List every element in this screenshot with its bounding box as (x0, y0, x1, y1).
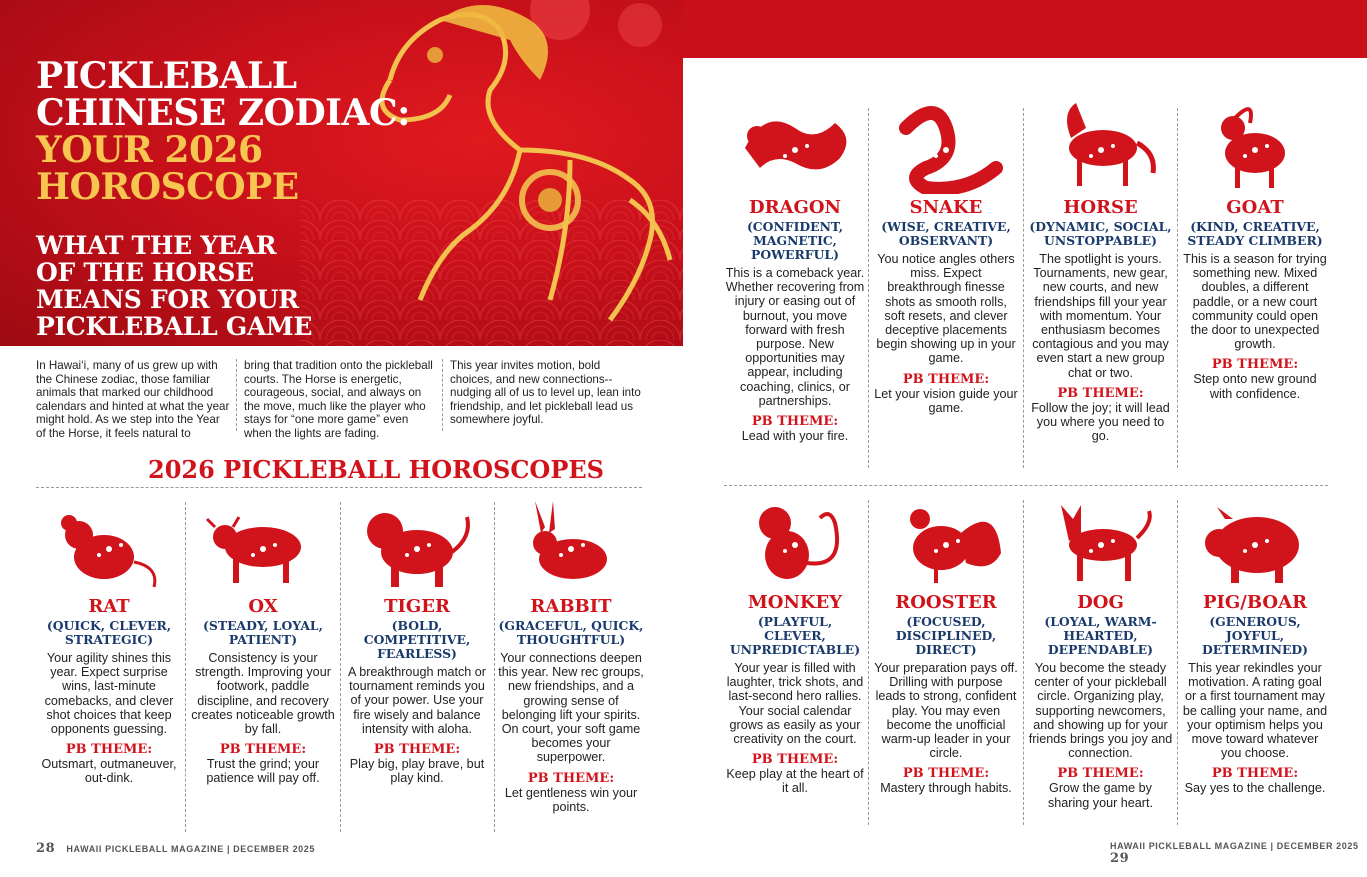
theme-text: Let your vision guide your game. (874, 386, 1018, 415)
sign-name: DRAGON (748, 197, 842, 218)
title-line: CHINESE ZODIAC: (36, 92, 410, 134)
theme-text: Say yes to the challenge. (1184, 781, 1326, 796)
card-divider (868, 108, 869, 468)
footer-publication: HAWAII PICKLEBALL MAGAZINE | DECEMBER 2025 (66, 844, 315, 854)
theme-label: PB THEME: (1211, 357, 1299, 373)
rooster-icon (886, 493, 1006, 589)
theme-text: Outsmart, outmaneuver, out-dink. (41, 757, 177, 786)
zodiac-card-rabbit (498, 497, 644, 814)
sign-name: HORSE (1063, 197, 1138, 218)
horse-icon (1041, 98, 1161, 194)
card-divider (1023, 500, 1024, 825)
theme-text: Mastery through habits. (880, 781, 1012, 796)
title-line: HOROSCOPE (36, 166, 299, 208)
sign-name: SNAKE (909, 197, 983, 218)
sign-traits: (CONFIDENT, MAGNETIC, POWERFUL) (746, 219, 844, 262)
theme-label: PB THEME: (65, 742, 153, 758)
sign-traits: (STEADY, LOYAL, PATIENT) (203, 618, 323, 647)
sign-traits: (QUICK, CLEVER, STRATEGIC) (46, 618, 172, 647)
footer-publication: HAWAII PICKLEBALL MAGAZINE | DECEMBER 2025 (1110, 841, 1359, 851)
card-divider (1023, 108, 1024, 468)
rat-icon (49, 497, 169, 593)
card-divider (1177, 108, 1178, 468)
theme-text: Grow the game by sharing your heart. (1047, 781, 1153, 810)
sign-traits: (GENEROUS, JOYFUL, DETERMINED) (1201, 614, 1309, 657)
sign-description: Your year is filled with laughter, trick shots, and last-second hero rallies. Your social calendar grows as easily as your creativity on the court. (726, 661, 864, 747)
sign-description: Your agility shines this year. Expect surprise wins, last-minute comebacks, and clever shot choices that keep opponents guessing. (44, 651, 174, 737)
zodiac-card-dog (1028, 493, 1173, 810)
zodiac-card-ox (190, 497, 336, 786)
zodiac-card-tiger (344, 497, 490, 785)
tiger-icon (357, 497, 477, 593)
rabbit-icon (511, 497, 631, 593)
sign-description: You become the steady center of your pickleball circle. Organizing play, supporting newcomers, and showing up for your friends brings you joy and connection. (1028, 661, 1173, 761)
sign-description: Your connections deepen this year. New rec groups, new friendships, and a growing sense of belonging lift your spirits. On court, your soft game becomes your superpower. (498, 651, 644, 765)
sign-traits: (KIND, CREATIVE, STEADY CLIMBER) (1187, 219, 1323, 248)
section-title: 2026 PICKLEBALL HOROSCOPES (148, 455, 605, 484)
theme-text: Step onto new ground with confidence. (1193, 372, 1317, 401)
theme-text: Follow the joy; it will lead you where you need to go. (1031, 400, 1170, 444)
sign-name: RABBIT (530, 596, 612, 617)
theme-label: PB THEME: (1211, 766, 1299, 782)
sign-description: This is a season for trying something new. Mixed doubles, a different paddle, or a new court community could open the door to unexpected growth. (1183, 252, 1327, 352)
sign-traits: (BOLD, COMPETITIVE, FEARLESS) (363, 618, 471, 661)
theme-text: Lead with your fire. (741, 429, 849, 444)
theme-text: Trust the grind; your patience will pay off. (206, 757, 320, 786)
page-number: 29 (1110, 851, 1130, 866)
page-title (36, 55, 410, 208)
theme-label: PB THEME: (1057, 385, 1144, 401)
zodiac-card-pig-boar (1182, 493, 1328, 796)
sign-description: This year rekindles your motivation. A rating goal or a first tournament may be calling your name, and your optimism helps you move toward whatever you choose. (1182, 661, 1328, 761)
subtitle-line: PICKLEBALL GAME (36, 312, 313, 341)
sign-name: PIG/BOAR (1202, 592, 1308, 613)
sign-name: TIGER (384, 596, 450, 617)
subtitle-line: OF THE HORSE (36, 258, 254, 287)
sign-description: A breakthrough match or tournament reminds you of your power. Use your fire wisely and balance intensity with aloha. (348, 665, 486, 736)
dragon-icon (735, 98, 855, 194)
theme-label: PB THEME: (373, 742, 461, 758)
footer-right (1110, 841, 1367, 866)
goat-icon (1195, 98, 1315, 194)
ox-icon (203, 497, 323, 593)
intro-column-2: bring that tradition onto the pickleball courts. The Horse is energetic, courageous, social, and always on the move, much like the player who stays for “one more game” even when the lights are fading. (244, 359, 433, 440)
sign-traits: (DYNAMIC, SOCIAL, UNSTOPPABLE) (1029, 219, 1172, 248)
intro-column-1: In Hawai‘i, many of us grew up with the Chinese zodiac, those familiar animals that marked our childhood calendars and hinted at what the year might hold. As we step into the Year of the Horse, it feels natural to (36, 359, 230, 440)
theme-text: Let gentleness win your points. (504, 785, 638, 814)
divider (724, 485, 1328, 486)
zodiac-card-rooster (874, 493, 1018, 796)
sign-name: GOAT (1226, 197, 1284, 218)
monkey-icon (735, 493, 855, 589)
subtitle-line: WHAT THE YEAR (36, 231, 277, 260)
title-line: PICKLEBALL (36, 55, 297, 97)
theme-label: PB THEME: (751, 414, 839, 430)
page-number: 28 (36, 841, 56, 856)
footer-left (36, 841, 315, 856)
title-line: YOUR 2026 (36, 129, 263, 171)
card-divider (868, 500, 869, 825)
sign-traits: (LOYAL, WARM-HEARTED, DEPENDABLE) (1044, 614, 1157, 657)
hero-banner (0, 0, 683, 346)
right-page-top-band (683, 0, 1367, 58)
sign-description: You notice angles others miss. Expect breakthrough finesse shots as smooth rolls, soft resets, and clever deceptive placements begin showing up in your game. (876, 252, 1016, 366)
theme-label: PB THEME: (527, 770, 615, 786)
column-divider (442, 359, 443, 431)
sign-traits: (GRACEFUL, QUICK, THOUGHTFUL) (498, 618, 644, 647)
zodiac-card-snake (874, 98, 1018, 415)
pig-icon (1195, 493, 1315, 589)
column-divider (236, 359, 237, 431)
zodiac-card-monkey (725, 493, 865, 796)
card-divider (340, 502, 341, 832)
zodiac-card-horse (1028, 98, 1173, 443)
intro-column-3: This year invites motion, bold choices, and new connections--nudging all of us to level up, lean into friendship, and let pickleball lead us somewhere joyful. (450, 359, 641, 427)
theme-label: PB THEME: (751, 752, 839, 768)
theme-label: PB THEME: (902, 371, 990, 387)
card-divider (185, 502, 186, 832)
sign-name: ROOSTER (895, 592, 997, 613)
sign-name: RAT (88, 596, 130, 617)
sign-traits: (FOCUSED, DISCIPLINED, DIRECT) (895, 614, 997, 657)
theme-label: PB THEME: (219, 742, 307, 758)
sign-name: MONKEY (747, 592, 843, 613)
subtitle-line: MEANS FOR YOUR (36, 285, 299, 314)
theme-text: Play big, play brave, but play kind. (349, 757, 485, 786)
card-divider (1177, 500, 1178, 825)
zodiac-card-rat (38, 497, 180, 786)
sign-traits: (PLAYFUL, CLEVER, UNPREDICTABLE) (729, 614, 861, 657)
sign-description: Consistency is your strength. Improving your footwork, paddle discipline, and recovery creates noticeable growth by fall. (191, 651, 335, 737)
dog-icon (1041, 493, 1161, 589)
theme-label: PB THEME: (1057, 766, 1144, 782)
sign-description: This is a comeback year. Whether recovering from injury or easing out of burnout, you move forward with fresh purpose. New opportunities may appear, including coaching, clinics, or partnerships. (725, 266, 865, 408)
sign-name: OX (248, 596, 278, 617)
divider (36, 487, 642, 488)
sign-name: DOG (1077, 592, 1124, 613)
card-divider (494, 502, 495, 832)
theme-text: Keep play at the heart of it all. (726, 767, 864, 796)
sign-description: Your preparation pays off. Drilling with purpose leads to strong, confident play. You may even become the unofficial warm-up leader in your circle. (874, 661, 1018, 761)
page-subtitle (36, 232, 312, 340)
sign-description: The spotlight is yours. Tournaments, new gear, new courts, and new friendships fill your year with momentum. Your enthusiasm becomes contagious and you may even start a new group chat or two. (1032, 252, 1169, 380)
zodiac-card-dragon (725, 98, 865, 443)
theme-label: PB THEME: (902, 766, 990, 782)
zodiac-card-goat (1182, 98, 1328, 401)
sign-traits: (WISE, CREATIVE, OBSERVANT) (881, 219, 1011, 248)
snake-icon (886, 98, 1006, 194)
